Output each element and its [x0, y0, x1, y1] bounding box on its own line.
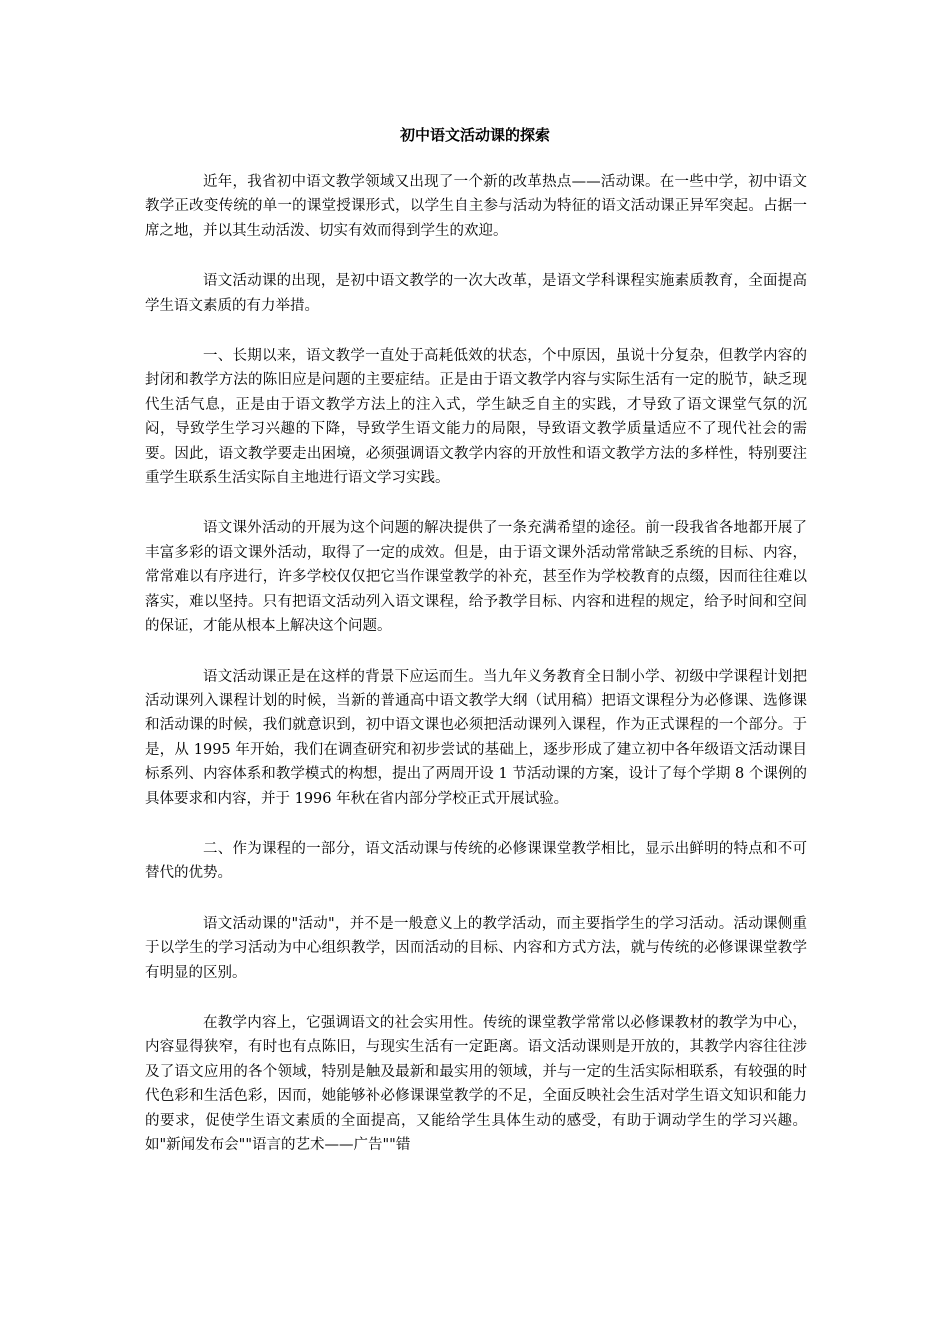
paragraph-6: 二、作为课程的一部分，语文活动课与传统的必修课课堂教学相比，显示出鲜明的特点和不可替代的优势。 [145, 840, 807, 882]
document-body [145, 170, 807, 1183]
paragraph-7: 语文活动课的"活动"，并不是一般意义上的教学活动，而主要指学生的学习活动。活动课侧重于以学生的学习活动为中心组织教学，因而活动的目标、内容和方式方法，就与传统的必修课课堂教学有明显的区别。 [145, 915, 807, 981]
paragraph-3: 一、长期以来，语文教学一直处于高耗低效的状态，个中原因，虽说十分复杂，但教学内容的封闭和教学方法的陈旧应是问题的主要症结。正是由于语文教学内容与实际生活有一定的脱节，缺乏现代生活气息，正是由于语文教学方法上的注入式，学生缺乏自主的实践，才导致了语文课堂气氛的沉闷，导致学生学习兴趣的下降，导致学生语文能力的局限，导致语文教学质量适应不了现代社会的需要。因此，语文教学要走出困境，必须强调语文教学内容的开放性和语文教学方法的多样性，特别要注重学生联系生活实际自主地进行语文学习实践。 [145, 348, 807, 487]
paragraph-4: 语文课外活动的开展为这个问题的解决提供了一条充满希望的途径。前一段我省各地都开展了丰富多彩的语文课外活动，取得了一定的成效。但是，由于语文课外活动常常缺乏系统的目标、内容，常常难以有序进行，许多学校仅仅把它当作课堂教学的补充，甚至作为学校教育的点缀，因而往往难以落实，难以坚持。只有把语文活动列入语文课程，给予教学目标、内容和进程的规定，给予时间和空间的保证，才能从根本上解决这个问题。 [145, 520, 807, 635]
paragraph-2: 语文活动课的出现，是初中语文教学的一次大改革，是语文学科课程实施素质教育，全面提高学生语文素质的有力举措。 [145, 273, 807, 314]
paragraph-1: 近年，我省初中语文教学领域又出现了一个新的改革热点——活动课。在一些中学，初中语文教学正改变传统的单一的课堂授课形式，以学生自主参与活动为特征的语文活动课正异军突起。占据一席之地，并以其生动活泼、切实有效而得到学生的欢迎。 [145, 174, 807, 239]
paragraph-8: 在教学内容上，它强调语文的社会实用性。传统的课堂教学常常以必修课教材的教学为中心，内容显得狭窄，有时也有点陈旧，与现实生活有一定距离。语文活动课则是开放的，其教学内容往往涉及了语文应用的各个领域，特别是触及最新和最实用的领域，并与一定的生活实际相联系，有较强的时代色彩和生活色彩，因而，她能够补必修课课堂教学的不足，全面反映社会生活对学生语文知识和能力的要求，促使学生语文素质的全面提高，又能给学生具体生动的感受，有助于调动学生的学习兴趣。如"新闻发布会""语言的艺术——广告""错 [145, 1014, 807, 1153]
document-title: 初中语文活动课的探索 [399, 126, 550, 144]
paragraph-5: 语文活动课正是在这样的背景下应运而生。当九年义务教育全日制小学、初级中学课程计划把活动课列入课程计划的时候，当新的普通高中语文教学大纲（试用稿）把语文课程分为必修课、选修课和活动课的时候，我们就意识到，初中语文课也必须把活动课列入课程，作为正式课程的一个部分。于是，从 1995 年开始，我们在调查研究和初步尝试的基础上，逐步形成了建立初中各年级语文活动课目标系列、内容体系和教学模式的构想，提出了两周开设 1 节活动课的方案，设计了每个学期 8 个课例的具体要求和内容，并于 1996 年秋在省内部分学校正式开展试验。 [145, 668, 807, 807]
